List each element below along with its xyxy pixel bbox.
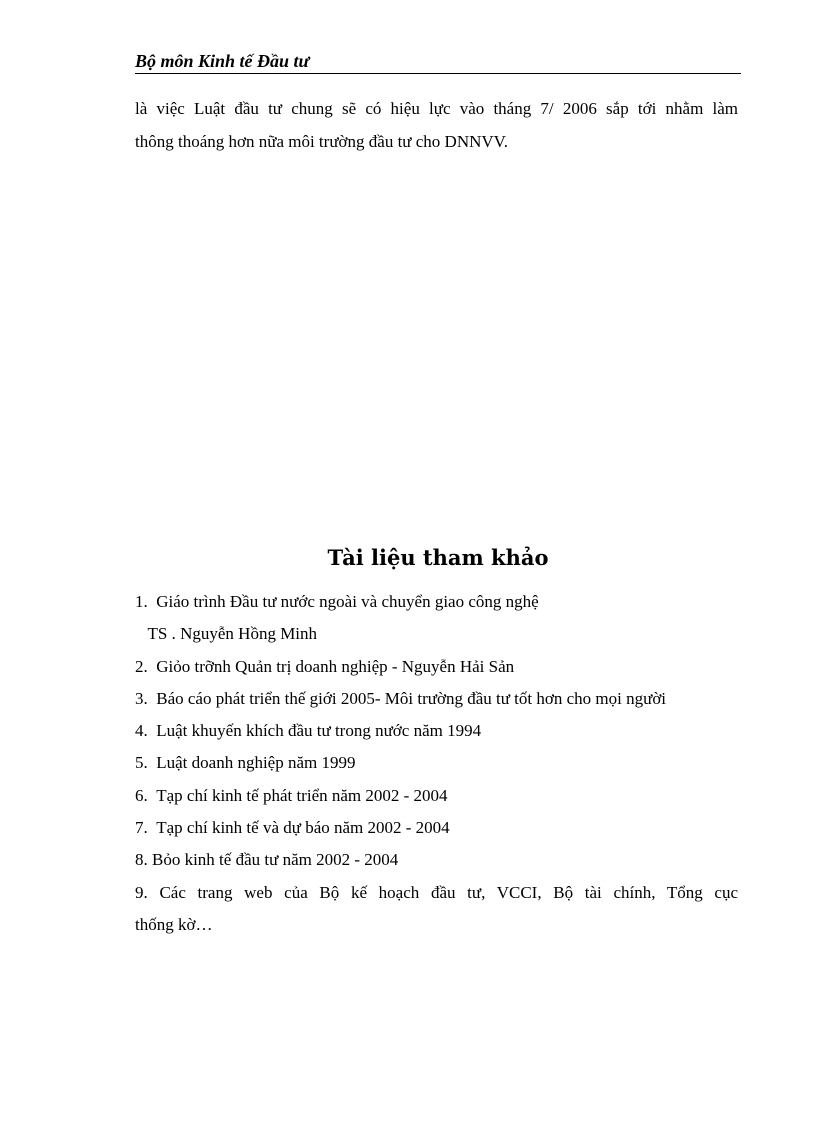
reference-number: 6. <box>135 785 148 805</box>
reference-text: Bỏo kinh tế đầu tư năm 2002 - 2004 <box>152 850 399 870</box>
reference-item <box>135 715 738 747</box>
references-list <box>135 586 738 941</box>
reference-number: 8. <box>135 850 148 870</box>
reference-number: 9. <box>135 882 148 902</box>
reference-item <box>135 780 738 812</box>
reference-text: Giỏo trỡnh Quản trị doanh nghiệp - Nguyễn Hải Sản <box>156 656 515 676</box>
reference-item <box>135 909 738 941</box>
reference-item <box>135 877 738 909</box>
reference-number: 4. <box>135 721 148 741</box>
references-title: Tài liệu tham khảo <box>327 545 549 570</box>
page-header <box>135 50 741 74</box>
reference-text: TS . Nguyễn Hồng Minh <box>147 624 318 644</box>
paragraph-line: là việc Luật đầu tư chung sẽ có hiệu lực vào tháng 7/ 2006 sắp tới nhằm làm <box>135 99 738 118</box>
paragraph-line: thông thoáng hơn nữa môi trường đầu tư cho DNNVV. <box>135 132 508 151</box>
reference-text: Báo cáo phát triển thế giới 2005- Môi trường đầu tư tốt hơn cho mọi người <box>156 688 667 708</box>
reference-text: Giáo trình Đầu tư nước ngoài và chuyển giao công nghệ <box>156 592 539 611</box>
body-paragraph <box>135 92 738 158</box>
reference-text: Luật doanh nghiệp năm 1999 <box>156 753 356 773</box>
reference-item <box>135 812 738 844</box>
reference-number: 7. <box>135 818 148 838</box>
reference-number: 5. <box>135 753 148 773</box>
reference-text: Luật khuyến khích đầu tư trong nước năm 1994 <box>156 721 482 741</box>
reference-text: Tạp chí kinh tế phát triển năm 2002 - 2004 <box>156 785 448 805</box>
reference-number: 2. <box>135 656 148 676</box>
reference-item <box>135 683 738 715</box>
reference-item <box>135 747 738 779</box>
reference-number: 1. <box>135 592 148 611</box>
reference-text: Các trang web của Bộ kế hoạch đầu tư, VCCI, Bộ tài chính, Tổng cục <box>159 882 739 902</box>
reference-item <box>135 844 738 876</box>
reference-item <box>135 651 738 683</box>
reference-number: 3. <box>135 688 148 708</box>
reference-item <box>135 586 738 618</box>
page-header-title: Bộ môn Kinh tế Đầu tư <box>135 51 310 71</box>
reference-text: thống kờ… <box>135 914 213 934</box>
reference-text: Tạp chí kinh tế và dự báo năm 2002 - 2004 <box>156 818 450 838</box>
reference-item <box>135 618 738 650</box>
